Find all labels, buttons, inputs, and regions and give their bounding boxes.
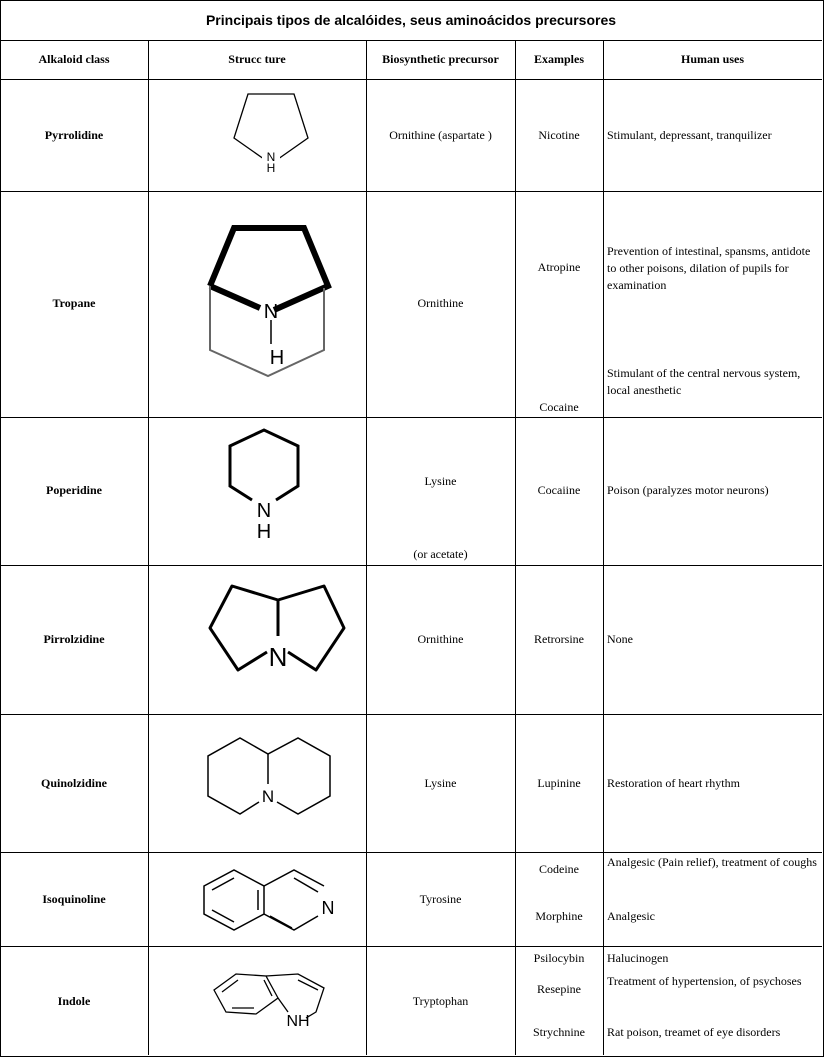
precursor-tropane: Ornithine bbox=[417, 296, 464, 310]
example-lupinine: Lupinine bbox=[537, 776, 581, 790]
precursor-pyrrolidine: Ornithine (aspartate ) bbox=[389, 128, 492, 142]
row-divider bbox=[0, 852, 822, 853]
class-isoquinoline: Isoquinoline bbox=[42, 892, 106, 906]
atom-label: N bbox=[268, 642, 288, 672]
class-indole: Indole bbox=[57, 994, 91, 1008]
example-atropine: Atropine bbox=[537, 260, 581, 274]
row-divider bbox=[0, 191, 822, 192]
header-structure: Strucc ture bbox=[228, 52, 286, 66]
precursor-note: (or acetate) bbox=[413, 547, 468, 561]
pyrrolizidine-structure-icon bbox=[204, 578, 350, 678]
precursor-quinolzidine: Lysine bbox=[424, 776, 457, 790]
quinolizidine-structure-icon bbox=[202, 734, 334, 818]
atom-label: N bbox=[321, 898, 335, 918]
row-divider bbox=[0, 417, 822, 418]
use-psilocybin: Halucinogen bbox=[607, 951, 669, 965]
class-pirrolzidine: Pirrolzidine bbox=[43, 632, 105, 646]
use-poperidine: Poison (paralyzes motor neurons) bbox=[607, 483, 769, 497]
use-quinolzidine: Restoration of heart rhythm bbox=[607, 776, 740, 790]
example-codeine: Codeine bbox=[539, 862, 579, 876]
example-cocaine: Cocaine bbox=[539, 400, 579, 414]
example-resepine: Resepine bbox=[537, 982, 581, 996]
atom-label: N bbox=[256, 500, 272, 522]
atom-label: H bbox=[269, 347, 285, 369]
use-strychnine: Rat poison, treamet of eye disorders bbox=[607, 1025, 781, 1039]
use-resepine: Treatment of hypertension, of psychoses bbox=[607, 974, 802, 988]
row-divider bbox=[0, 714, 822, 715]
atom-label: NH bbox=[286, 1013, 310, 1030]
atom-label: N bbox=[266, 150, 276, 164]
column-divider bbox=[515, 40, 516, 1055]
class-pyrrolidine: Pyrrolidine bbox=[44, 128, 104, 142]
pyrrolidine-structure-icon bbox=[228, 88, 314, 180]
example-retrorsine: Retrorsine bbox=[534, 632, 584, 646]
atom-label: H bbox=[266, 161, 276, 175]
use-codeine: Analgesic (Pain relief), treatment of coughs bbox=[607, 855, 817, 869]
header-human-uses: Human uses bbox=[680, 52, 745, 66]
example-psilocybin: Psilocybin bbox=[533, 951, 585, 965]
class-poperidine: Poperidine bbox=[46, 483, 102, 497]
row-divider bbox=[0, 79, 822, 80]
atom-label: N bbox=[261, 787, 275, 806]
table-title: Principais tipos de alcalóides, seus aminoácidos precursores bbox=[0, 0, 822, 41]
row-divider bbox=[0, 946, 822, 947]
header-alkaloid-class: Alkaloid class bbox=[38, 52, 110, 66]
atom-label: N bbox=[263, 301, 279, 323]
example-cocaiine: Cocaiine bbox=[537, 483, 581, 497]
use-cocaine: Stimulant of the central nervous system, local anesthetic bbox=[607, 366, 801, 397]
header-examples: Examples bbox=[533, 52, 584, 66]
example-strychnine: Strychnine bbox=[533, 1025, 585, 1039]
piperidine-structure-icon bbox=[222, 426, 308, 544]
precursor-isoquinoline: Tyrosine bbox=[419, 892, 462, 906]
precursor-pirrolzidine: Ornithine bbox=[417, 632, 464, 646]
use-morphine: Analgesic bbox=[607, 909, 655, 923]
tropane-structure-icon bbox=[198, 220, 338, 385]
precursor-indole: Tryptophan bbox=[412, 994, 469, 1008]
use-pirrolzidine: None bbox=[607, 632, 633, 646]
example-nicotine: Nicotine bbox=[538, 128, 580, 142]
use-atropine: Prevention of intestinal, spansms, antidote to other poisons, dilation of pupils for examination bbox=[607, 244, 811, 292]
class-tropane: Tropane bbox=[52, 296, 96, 310]
isoquinoline-structure-icon bbox=[200, 862, 340, 938]
column-divider bbox=[603, 40, 604, 1055]
column-divider bbox=[148, 40, 149, 1055]
header-biosynthetic-precursor: Biosynthetic precursor bbox=[382, 52, 499, 66]
precursor-poperidine: Lysine bbox=[424, 474, 457, 488]
example-morphine: Morphine bbox=[535, 909, 583, 923]
use-pyrrolidine: Stimulant, depressant, tranquilizer bbox=[607, 128, 772, 142]
class-quinolzidine: Quinolzidine bbox=[40, 776, 108, 790]
row-divider bbox=[0, 565, 822, 566]
indole-structure-icon bbox=[210, 968, 334, 1032]
atom-label: H bbox=[256, 521, 272, 543]
